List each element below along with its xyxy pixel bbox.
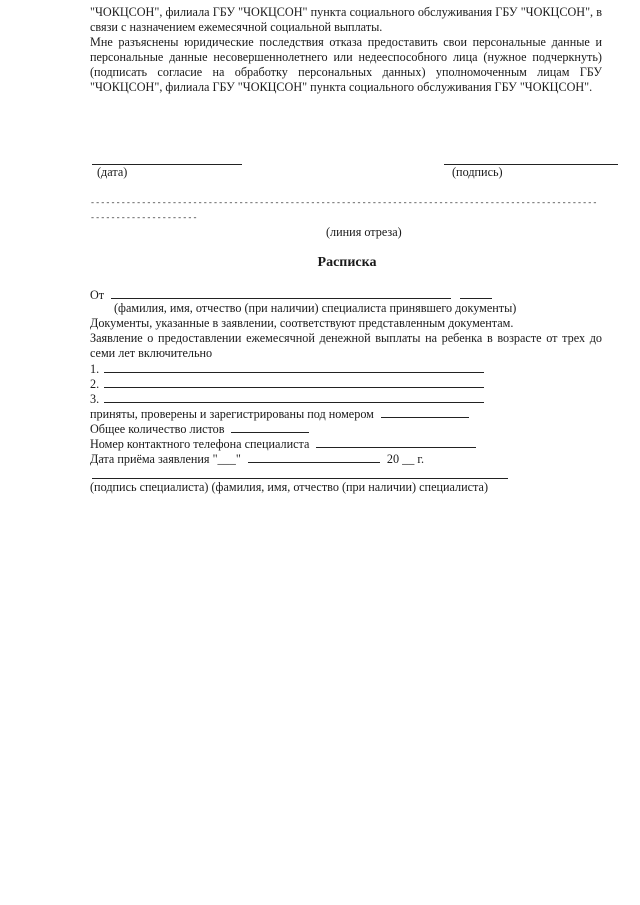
application-text: Заявление о предоставлении ежемесячной денежной выплаты на ребенка в возрасте от трех до семи лет включительно — [90, 331, 602, 360]
receipt-month-line — [248, 451, 380, 463]
from-extra-line — [460, 287, 492, 299]
phone-line — [316, 436, 476, 448]
item-row-1 — [90, 361, 484, 377]
registered-label: приняты, проверены и зарегистрированы под номером — [90, 407, 374, 421]
item-row-3 — [90, 391, 484, 407]
registered-row — [90, 406, 469, 422]
docs-match-text: Документы, указанные в заявлении, соответствуют представленным документам. — [90, 316, 514, 330]
item-1-line — [104, 361, 484, 373]
registered-number-line — [381, 406, 469, 418]
cut-line: ------------------------------------------------------------------------------------------------------------------------ — [90, 198, 598, 223]
item-2-line — [104, 376, 484, 388]
phone-label: Номер контактного телефона специалиста — [90, 437, 310, 451]
sheets-line — [231, 421, 309, 433]
signature-label: (подпись) — [452, 165, 503, 179]
intro-paragraph-1: "ЧОКЦСОН", филиала ГБУ "ЧОКЦСОН" пункта социального обслуживания ГБУ "ЧОКЦСОН", в связи с назначением ежемесячной социальной выплаты. — [90, 5, 602, 34]
from-label: От — [90, 288, 105, 302]
from-name-line — [111, 287, 451, 299]
from-hint: (фамилия, имя, отчество (при наличии) специалиста принявшего документы) — [114, 301, 517, 315]
item-3-label: 3. — [90, 392, 100, 406]
item-1-label: 1. — [90, 362, 100, 376]
specialist-signature-line — [92, 478, 508, 479]
receipt-year: 20 __ г. — [386, 452, 425, 466]
date-row — [90, 451, 424, 467]
intro-text — [90, 5, 602, 95]
sheets-label: Общее количество листов — [90, 422, 225, 436]
item-3-line — [104, 391, 484, 403]
sheets-row — [90, 421, 309, 437]
receipt-title: Расписка — [317, 255, 377, 270]
item-row-2 — [90, 376, 484, 392]
date-label: (дата) — [97, 165, 128, 179]
receipt-date-label: Дата приёма заявления "___" — [90, 452, 241, 466]
cut-line-label: (линия отреза) — [326, 225, 402, 239]
specialist-signature-hint: (подпись специалиста) (фамилия, имя, отчество (при наличии) специалиста) — [90, 480, 488, 494]
phone-row — [90, 436, 476, 452]
intro-paragraph-2: Мне разъяснены юридические последствия отказа предоставить свои персональные данные и персональные данные несовершеннолетнего или недееспособного лица (нужное подчеркнуть) (подписать согласие на обработку персональных данных) уполномоченным лицам ГБУ "ЧОКЦСОН", филиала ГБУ "ЧОКЦСОН" пункта социального обслуживания ГБУ "ЧОКЦСОН". — [90, 35, 602, 94]
item-2-label: 2. — [90, 377, 100, 391]
